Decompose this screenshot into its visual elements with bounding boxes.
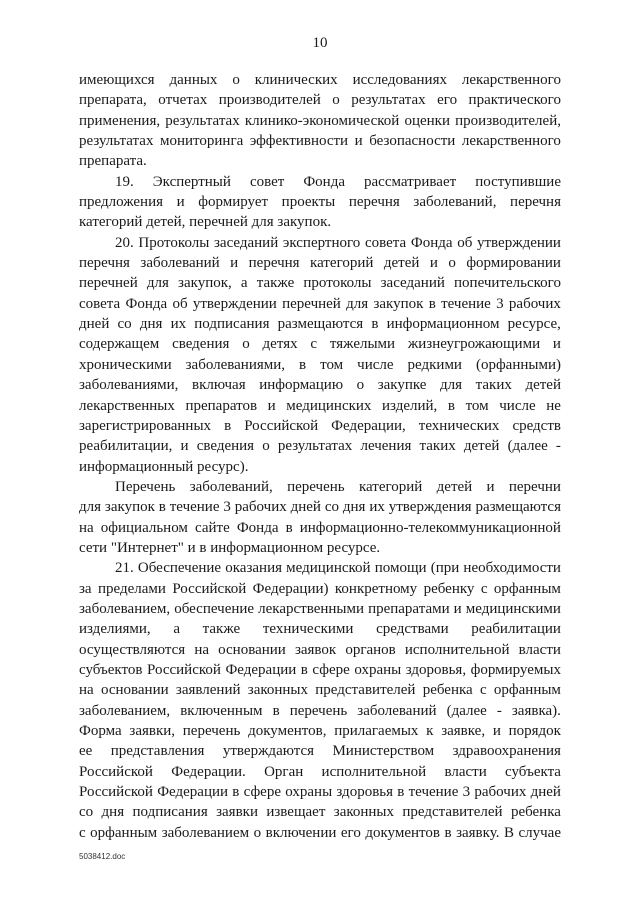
text-line: заболеваниями, включая информацию о закупке для таких детей [79,377,561,394]
text-line: хроническими заболеваниями, в том числе редкими (орфанными) [79,356,561,373]
text-line: на официальном сайте Фонда в информационно-телекоммуникационной [79,519,561,536]
text-line: заболеванием, включенным в перечень заболеваний (далее - заявка). [79,702,561,719]
text-line: Российской Федерации в сфере охраны здоровья в течение 3 рабочих дней [79,784,561,801]
text-line: с орфанным заболеванием о включении его документов в заявку. В случае [79,824,561,841]
text-line: содержащем сведения о детях с тяжелыми жизнеугрожающими и [79,336,561,353]
text-line: препарата. [79,153,147,170]
text-line: перечней для закупок, а также протоколы заседаний попечительского [79,275,561,292]
text-line: реабилитации, и сведения о результатах лечения таких детей (далее - [79,438,561,455]
text-line: Форма заявки, перечень документов, прилагаемых к заявке, и порядок [79,723,561,739]
paragraph [79,172,561,233]
file-name-footer: 5038412.doc [79,852,126,861]
text-line: категорий детей, перечней для закупок. [79,214,332,231]
text-line: осуществляются на основании заявок органов исполнительной власти [79,641,561,658]
text-line: для закупок в течение 3 рабочих дней со дня их утверждения размещаются [79,499,561,516]
text-line: препарата, отчетах производителей о результатах его практического [79,92,561,109]
text-line: за пределами Российской Федерации) конкретному ребенку с орфанным [79,580,561,597]
text-line: применения, результатах клинико-экономической оценки производителей, [79,112,561,129]
text-line: имеющихся данных о клинических исследованиях лекарственного [79,72,561,88]
text-line: зарегистрированных в Российской Федерации, технических средств [79,417,561,434]
text-line: перечня заболеваний и перечня категорий детей и о формировании [79,255,561,272]
text-line: предложения и формирует проекты перечня заболеваний, перечня [79,194,561,211]
text-line: 21. Обеспечение оказания медицинской помощи (при необходимости [115,560,561,577]
paragraph [79,70,561,172]
text-line: ее представления утверждаются Министерством здравоохранения [79,743,561,760]
document-body [79,70,561,843]
text-line: информационный ресурс). [79,458,249,475]
text-line: на основании заявлений законных представителей ребенка с орфанным [79,682,561,699]
text-line: дней со дня их подписания размещаются в информационном ресурсе, [79,316,561,333]
paragraph [79,477,561,558]
text-line: 20. Протоколы заседаний экспертного совета Фонда об утверждении [115,234,561,251]
paragraph [79,558,561,843]
text-line: заболеванием, обеспечение лекарственными препаратами и медицинскими [79,600,561,617]
text-line: 19. Экспертный совет Фонда рассматривает поступившие [115,173,561,190]
paragraph [79,233,561,477]
text-line: лекарственных препаратов и медицинских изделий, в том числе не [79,397,561,414]
text-line: результатах мониторинга эффективности и безопасности лекарственного [79,133,561,150]
text-line: совета Фонда об утверждении перечней для закупок в течение 3 рабочих [79,295,561,312]
text-line: изделиями, а также техническими средствами реабилитации [79,621,561,638]
text-line: Российской Федерации. Орган исполнительной власти субъекта [79,763,561,780]
text-line: субъектов Российской Федерации в сфере охраны здоровья, формируемых [79,661,561,678]
text-line: Перечень заболеваний, перечень категорий детей и перечни [115,478,561,495]
text-line: сети "Интернет" и в информационном ресурсе. [79,539,381,556]
text-line: со дня подписания заявки извещает законных представителей ребенка [79,804,561,821]
page-number: 10 [312,35,328,51]
